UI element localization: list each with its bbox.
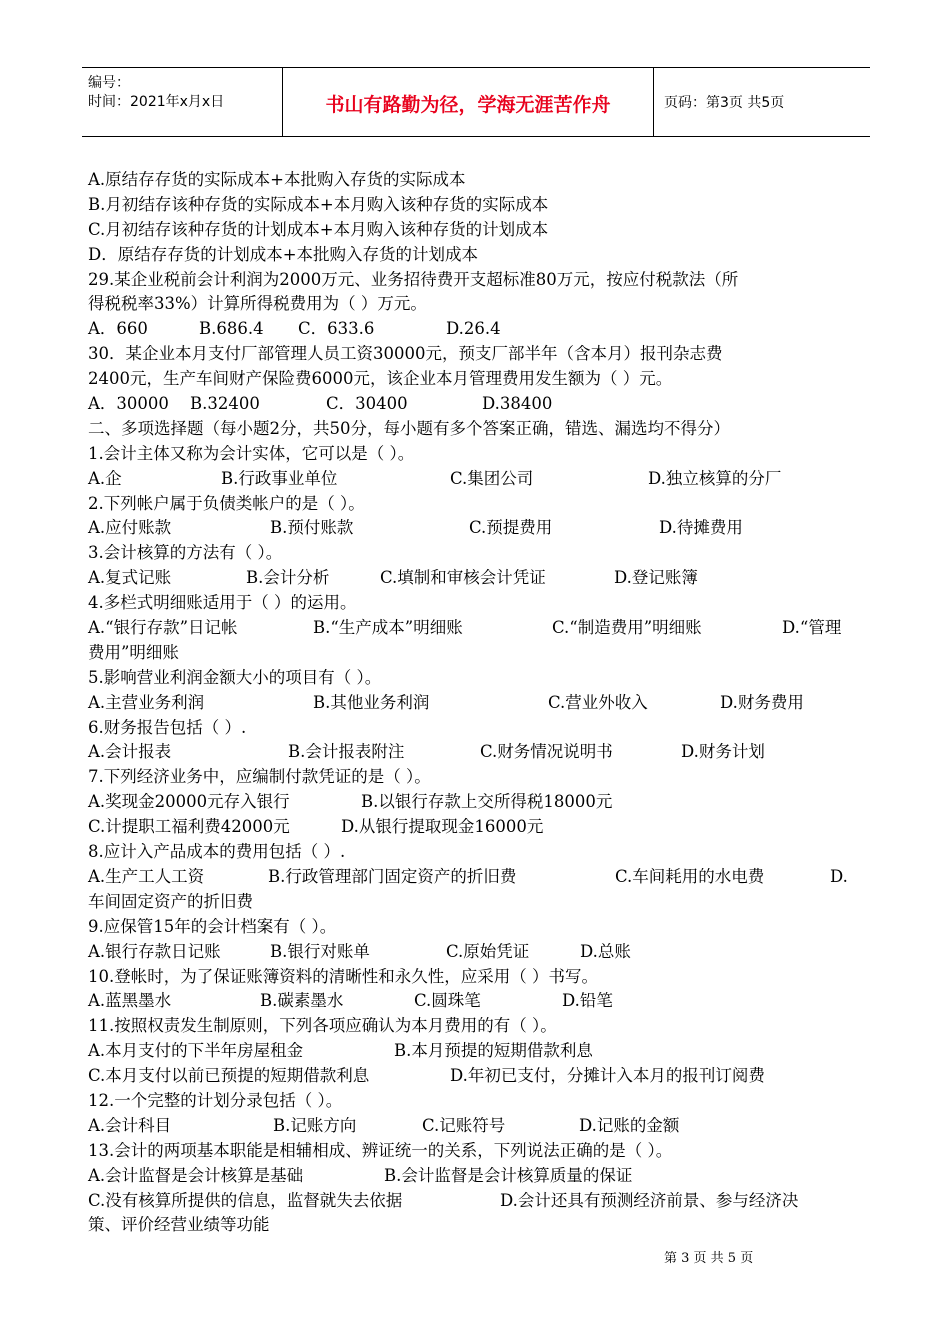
text-line: 5.影响营业利润金额大小的项目有（ ）。 xyxy=(88,667,382,687)
text-line: 12.一个完整的计划分录包括（ ）。 xyxy=(88,1090,343,1110)
text-line: 1.会计主体又称为会计实体，它可以是（ ）。 xyxy=(88,443,415,463)
page-footer: 第 3 页 共 5 页 xyxy=(664,1251,754,1266)
options-row xyxy=(88,691,858,716)
option-item: B.记账方向 xyxy=(273,1115,357,1135)
options-row xyxy=(88,1039,858,1064)
text-line: 2.下列帐户属于负债类帐户的是（ ）。 xyxy=(88,493,365,513)
option-item: B.32400 xyxy=(190,394,260,414)
option-item: A.会计科目 xyxy=(88,1115,172,1135)
options-row xyxy=(88,566,858,591)
options-row xyxy=(88,740,858,765)
option-item: A.银行存款日记账 xyxy=(88,941,221,961)
text-line: 策、评价经营业绩等功能 xyxy=(88,1215,270,1235)
text-line: C.月初结存该种存货的计划成本+本月购入该种存货的计划成本 xyxy=(88,219,549,239)
text-line: 二、多项选择题（每小题2分，共50分，每小题有多个答案正确，错选、漏选均不得分） xyxy=(88,418,730,438)
option-item: C.计提职工福利费42000元 xyxy=(88,817,290,837)
options-row xyxy=(88,1189,858,1214)
text-line: 6.财务报告包括（ ）. xyxy=(88,717,247,737)
option-item: A.主营业务利润 xyxy=(88,692,205,712)
text-line: 30．某企业本月支付厂部管理人员工资30000元，预支厂部半年（含本月）报刊杂志费 xyxy=(88,344,723,364)
option-item: D.“管理 xyxy=(782,618,842,638)
option-item: D.铅笔 xyxy=(562,991,613,1011)
option-item: C.记账符号 xyxy=(422,1115,506,1135)
option-item: B.预付账款 xyxy=(270,518,354,538)
option-item: C.填制和审核会计凭证 xyxy=(380,568,546,588)
option-item: B.银行对账单 xyxy=(270,941,370,961)
option-item: D.会计还具有预测经济前景、参与经济决 xyxy=(500,1190,799,1210)
option-item: D. xyxy=(830,866,848,886)
options-row xyxy=(88,1064,858,1089)
option-item: D.26.4 xyxy=(446,319,501,339)
text-line: 13.会计的两项基本职能是相辅相成、辨证统一的关系，下列说法正确的是（ ）。 xyxy=(88,1140,673,1160)
options-row xyxy=(88,940,858,965)
serial-label: 编号： xyxy=(88,75,130,91)
text-line: 费用”明细账 xyxy=(88,642,179,662)
option-item: D.独立核算的分厂 xyxy=(648,468,782,488)
option-item: B.“生产成本”明细账 xyxy=(313,618,463,638)
text-line: 3.会计核算的方法有（ ）。 xyxy=(88,543,283,563)
option-item: A.蓝黑墨水 xyxy=(88,991,172,1011)
options-row xyxy=(88,1114,858,1139)
option-item: B.行政管理部门固定资产的折旧费 xyxy=(268,866,517,886)
text-line: 4.多栏式明细账适用于（ ）的运用。 xyxy=(88,593,357,613)
option-item: C.没有核算所提供的信息，监督就失去依据 xyxy=(88,1190,403,1210)
header-page-cell xyxy=(654,68,870,136)
option-item: B.本月预提的短期借款利息 xyxy=(394,1041,593,1061)
page-header xyxy=(82,67,870,137)
option-item: D.财务计划 xyxy=(681,742,765,762)
options-row xyxy=(88,516,858,541)
option-item: C.营业外收入 xyxy=(548,692,648,712)
option-item: B.行政事业单位 xyxy=(221,468,338,488)
text-line: A.原结存存货的实际成本+本批购入存货的实际成本 xyxy=(88,170,466,189)
options-row xyxy=(88,865,858,890)
option-item: D.财务费用 xyxy=(720,692,804,712)
text-line: 29.某企业税前会计利润为2000万元、业务招待费开支超标准80万元，按应付税款法（所 xyxy=(88,269,739,289)
text-line: 车间固定资产的折旧费 xyxy=(88,891,253,911)
text-line: 2400元，生产车间财产保险费6000元，该企业本月管理费用发生额为（ ）元。 xyxy=(88,369,673,389)
option-item: B.以银行存款上交所得税18000元 xyxy=(361,792,613,812)
time-label: 时间：2021年x月x日 xyxy=(88,94,225,110)
option-item: C.车间耗用的水电费 xyxy=(615,866,765,886)
options-row xyxy=(88,392,858,417)
option-item: A.奖现金20000元存入银行 xyxy=(88,792,290,812)
text-line: D．原结存存货的计划成本+本批购入存货的计划成本 xyxy=(88,244,479,264)
options-row xyxy=(88,815,858,840)
option-item: A.生产工人工资 xyxy=(88,866,205,886)
option-item: C.预提费用 xyxy=(469,518,553,538)
motto: 书山有路勤为径，学海无涯苦作舟 xyxy=(325,94,611,116)
options-row xyxy=(88,467,858,492)
options-row xyxy=(88,1164,858,1189)
option-item: B.会计分析 xyxy=(246,568,330,588)
option-item: A.应付账款 xyxy=(88,518,172,538)
option-item: C.“制造费用”明细账 xyxy=(552,618,702,638)
question-body xyxy=(88,168,858,1238)
option-item: B.686.4 xyxy=(199,319,264,339)
option-item: A.本月支付的下半年房屋租金 xyxy=(88,1041,304,1061)
option-item: A.会计监督是会计核算是基础 xyxy=(88,1165,304,1185)
option-item: D.待摊费用 xyxy=(659,518,743,538)
header-motto-cell xyxy=(283,68,654,136)
option-item: C.集团公司 xyxy=(450,468,534,488)
option-item: B.会计报表附注 xyxy=(288,742,405,762)
option-item: A.会计报表 xyxy=(88,742,172,762)
option-item: C.原始凭证 xyxy=(446,941,530,961)
option-item: A．660 xyxy=(88,319,148,339)
option-item: C.圆珠笔 xyxy=(414,991,481,1011)
option-item: B.会计监督是会计核算质量的保证 xyxy=(384,1165,633,1185)
text-line: 8.应计入产品成本的费用包括（ ）. xyxy=(88,842,346,862)
text-line: 得税税率33%）计算所得税费用为（ ）万元。 xyxy=(88,294,427,314)
options-row xyxy=(88,317,858,342)
option-item: C．30400 xyxy=(326,394,408,414)
header-meta-cell xyxy=(82,68,283,136)
option-item: D.登记账簿 xyxy=(614,568,698,588)
option-item: B.碳素墨水 xyxy=(260,991,344,1011)
text-line: 9.应保管15年的会计档案有（ ）。 xyxy=(88,916,337,936)
option-item: A.企 xyxy=(88,468,122,488)
option-item: D.从银行提取现金16000元 xyxy=(341,817,544,837)
option-item: D.38400 xyxy=(482,394,553,414)
options-row xyxy=(88,989,858,1014)
option-item: D.总账 xyxy=(580,941,631,961)
options-row xyxy=(88,616,858,641)
option-item: C.财务情况说明书 xyxy=(480,742,613,762)
option-item: A．30000 xyxy=(88,394,169,414)
text-line: 11.按照权责发生制原则，下列各项应确认为本月费用的有（ ）。 xyxy=(88,1016,557,1036)
option-item: B.其他业务利润 xyxy=(313,692,430,712)
text-line: 7.下列经济业务中，应编制付款凭证的是（ ）。 xyxy=(88,767,431,787)
option-item: A.“银行存款”日记帐 xyxy=(88,618,238,638)
text-line: B.月初结存该种存货的实际成本+本月购入该种存货的实际成本 xyxy=(88,194,549,214)
text-line: 10.登帐时，为了保证账簿资料的清晰性和永久性，应采用（ ）书写。 xyxy=(88,966,598,986)
option-item: C．633.6 xyxy=(298,319,375,339)
option-item: A.复式记账 xyxy=(88,568,172,588)
option-item: C.本月支付以前已预提的短期借款利息 xyxy=(88,1066,370,1086)
option-item: D.年初已支付，分摊计入本月的报刊订阅费 xyxy=(450,1066,765,1086)
options-row xyxy=(88,790,858,815)
page-label: 页码：第3页 共5页 xyxy=(664,95,785,111)
option-item: D.记账的金额 xyxy=(579,1115,680,1135)
